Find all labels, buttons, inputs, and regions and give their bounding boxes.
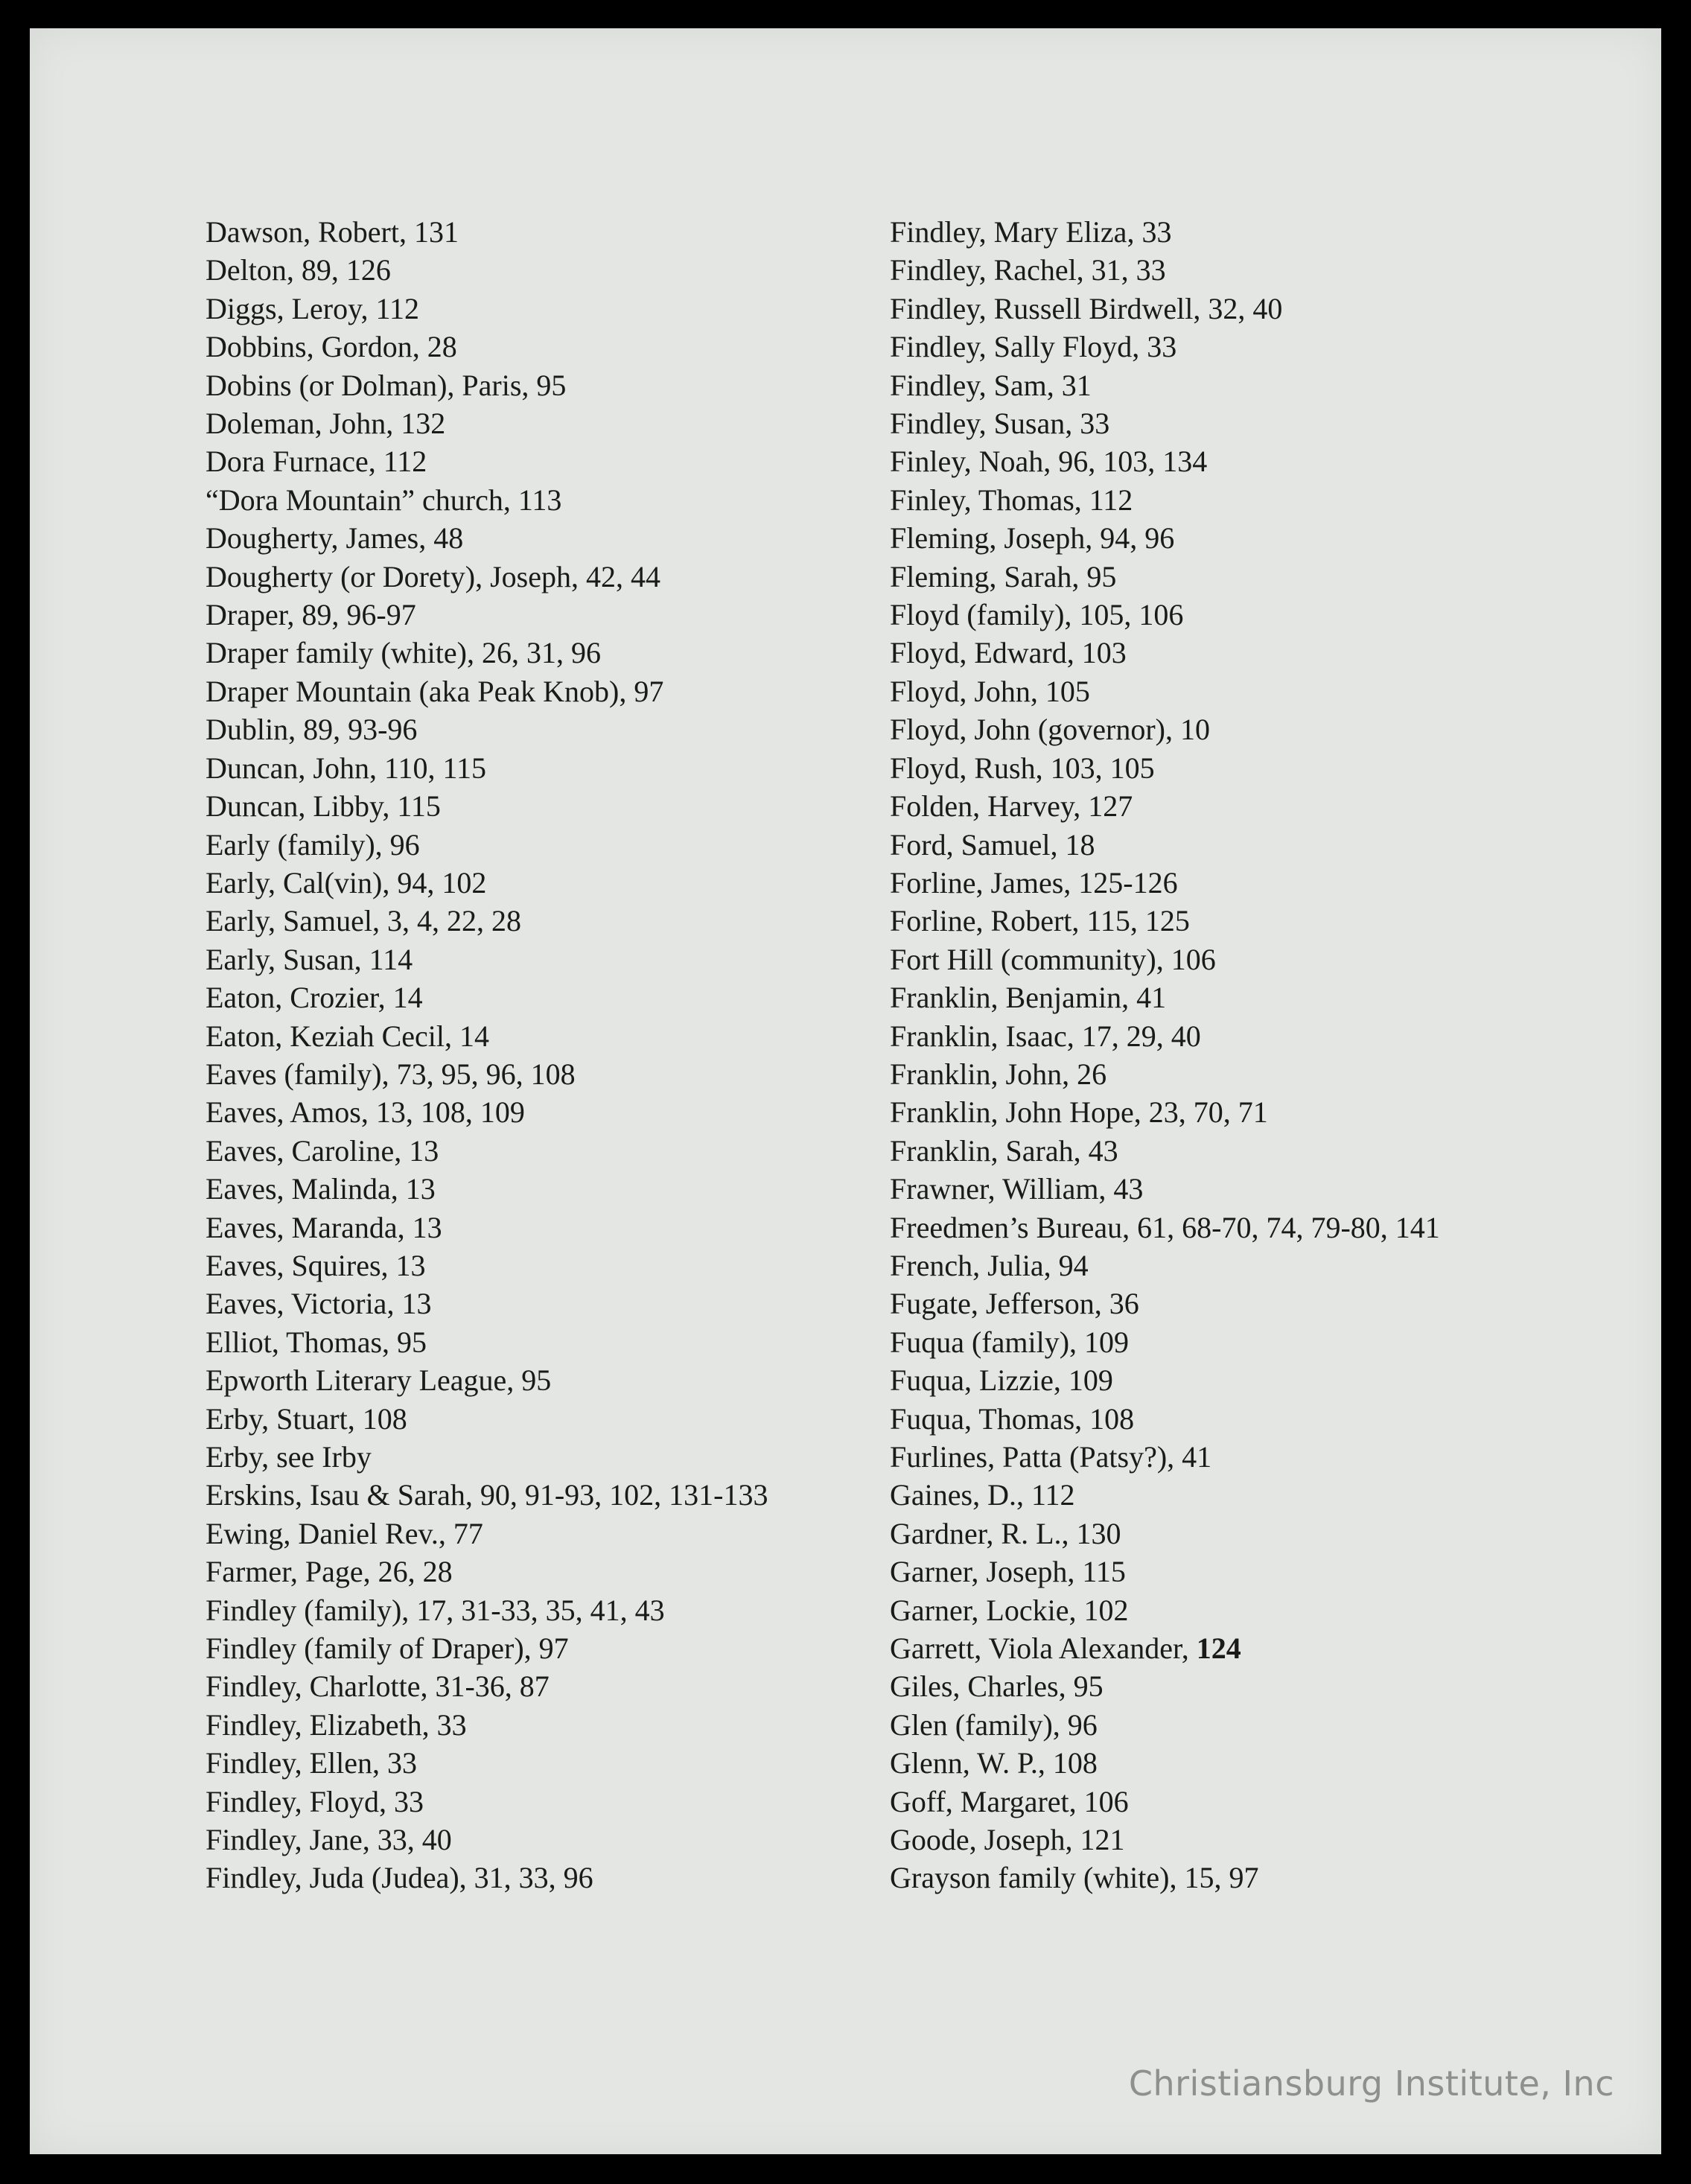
- index-entry-text: Finley, Thomas, 112: [890, 483, 1133, 517]
- index-entry-text: Dobbins, Gordon, 28: [206, 330, 457, 364]
- index-entry: [206, 558, 846, 596]
- index-entry: [890, 787, 1560, 825]
- index-entry: [890, 710, 1560, 748]
- index-entry: [206, 1132, 846, 1170]
- index-entry: [206, 1821, 846, 1859]
- index-entry-text: Findley, Russell Birdwell, 32, 40: [890, 291, 1283, 325]
- index-entry: [890, 1361, 1560, 1399]
- index-entry: [890, 1667, 1560, 1705]
- index-entry: [206, 826, 846, 864]
- index-entry: [890, 1744, 1560, 1782]
- index-entry-text: Floyd, John (governor), 10: [890, 713, 1210, 747]
- index-entry-text: Duncan, Libby, 115: [206, 789, 441, 824]
- index-entry-text: Farmer, Page, 26, 28: [206, 1555, 453, 1589]
- index-entry: [890, 940, 1560, 978]
- index-entry-text: Garrett, Viola Alexander,: [890, 1631, 1197, 1666]
- index-entry: [206, 1093, 846, 1131]
- index-entry-text: Fuqua (family), 109: [890, 1325, 1130, 1359]
- index-entry: [206, 404, 846, 442]
- index-entry-text: Delton, 89, 126: [206, 253, 391, 287]
- index-entry-text: Findley, Floyd, 33: [206, 1784, 424, 1818]
- index-entry-text: Epworth Literary League, 95: [206, 1363, 552, 1398]
- index-entry-text: Early (family), 96: [206, 827, 420, 862]
- index-entry-text: Dobins (or Dolman), Paris, 95: [206, 368, 567, 402]
- index-entry: [206, 1783, 846, 1821]
- index-entry-text: Forline, Robert, 115, 125: [890, 904, 1190, 938]
- index-entry: [206, 1284, 846, 1322]
- index-entry: [206, 672, 846, 710]
- index-entry: [890, 1591, 1560, 1629]
- index-entry: [206, 366, 846, 404]
- index-entry-text: Findley (family of Draper), 97: [206, 1631, 569, 1666]
- index-entry: [206, 251, 846, 289]
- index-column-right: [890, 213, 1560, 1897]
- index-entry: [890, 634, 1560, 672]
- index-entry: [206, 1247, 846, 1284]
- index-entry-text: Dublin, 89, 93-96: [206, 713, 418, 747]
- index-entry: [206, 1055, 846, 1093]
- index-entry-text: Eaton, Crozier, 14: [206, 981, 423, 1015]
- index-entry-text: Dawson, Robert, 131: [206, 215, 459, 249]
- index-entry-text: Findley, Sam, 31: [890, 368, 1092, 402]
- index-entry-text: Findley, Mary Eliza, 33: [890, 215, 1172, 249]
- index-entry-text: Findley, Susan, 33: [890, 407, 1110, 441]
- index-entry-text: Gaines, D., 112: [890, 1478, 1075, 1512]
- index-entry-text: Floyd, Edward, 103: [890, 636, 1127, 670]
- index-entry-text: French, Julia, 94: [890, 1248, 1089, 1282]
- index-entry: [890, 1093, 1560, 1131]
- index-entry: [206, 1515, 846, 1553]
- index-entry: [890, 1284, 1560, 1322]
- index-entry-text: Giles, Charles, 95: [890, 1669, 1104, 1704]
- index-entry: [890, 404, 1560, 442]
- index-entry-text: Findley, Ellen, 33: [206, 1746, 418, 1780]
- index-entry-text: Findley, Sally Floyd, 33: [890, 330, 1177, 364]
- index-entry-text: Draper, 89, 96-97: [206, 598, 416, 632]
- index-entry: [206, 1629, 846, 1667]
- index-entry: [890, 1553, 1560, 1591]
- index-entry-text: Eaves, Caroline, 13: [206, 1133, 439, 1168]
- index-entry: [206, 1017, 846, 1055]
- index-entry-text: Glenn, W. P., 108: [890, 1746, 1098, 1780]
- index-entry-text: Grayson family (white), 15, 97: [890, 1861, 1259, 1895]
- index-entry: [890, 213, 1560, 251]
- index-entry-text: Ford, Samuel, 18: [890, 827, 1095, 862]
- index-entry: [890, 1055, 1560, 1093]
- index-entry-text: Erskins, Isau & Sarah, 90, 91-93, 102, 131-133: [206, 1478, 768, 1512]
- index-entry: [206, 1400, 846, 1438]
- index-entry-text: Draper family (white), 26, 31, 96: [206, 636, 601, 670]
- index-entry: [890, 251, 1560, 289]
- index-entry: [206, 902, 846, 940]
- index-entry: [890, 749, 1560, 787]
- index-entry-text: Findley, Elizabeth, 33: [206, 1707, 467, 1742]
- index-entry: [206, 634, 846, 672]
- index-entry-text: Floyd (family), 105, 106: [890, 598, 1184, 632]
- index-entry: [890, 672, 1560, 710]
- index-page: [30, 28, 1661, 2154]
- index-entry: [890, 366, 1560, 404]
- index-entry: [890, 1629, 1560, 1667]
- index-entry: [890, 1476, 1560, 1514]
- index-entry: [206, 1438, 846, 1476]
- index-entry-text: Eaves, Malinda, 13: [206, 1172, 436, 1206]
- index-entry: [890, 1323, 1560, 1361]
- index-entry-text: Franklin, John Hope, 23, 70, 71: [890, 1095, 1268, 1130]
- index-entry-text: Glen (family), 96: [890, 1707, 1098, 1742]
- index-entry-text: Folden, Harvey, 127: [890, 789, 1133, 824]
- index-entry: [206, 1209, 846, 1247]
- index-entry-text: Early, Samuel, 3, 4, 22, 28: [206, 904, 522, 938]
- index-entry: [206, 213, 846, 251]
- index-entry-text: Forline, James, 125-126: [890, 865, 1178, 900]
- index-entry: [206, 787, 846, 825]
- index-entry-text: Diggs, Leroy, 112: [206, 291, 419, 325]
- index-entry: [206, 1323, 846, 1361]
- index-entry: [890, 1706, 1560, 1744]
- index-entry-text: Floyd, Rush, 103, 105: [890, 751, 1155, 785]
- index-entry-text: Eaton, Keziah Cecil, 14: [206, 1019, 489, 1053]
- index-entry-text: Eaves, Maranda, 13: [206, 1210, 442, 1244]
- index-entry: [206, 978, 846, 1016]
- index-entry-text: Franklin, Benjamin, 41: [890, 981, 1167, 1015]
- index-entry: [890, 902, 1560, 940]
- index-entry-text: Eaves, Squires, 13: [206, 1248, 426, 1282]
- index-entry-text: Draper Mountain (aka Peak Knob), 97: [206, 674, 664, 708]
- index-entry-text: Dora Furnace, 112: [206, 445, 427, 479]
- index-entry-text: Eaves (family), 73, 95, 96, 108: [206, 1057, 576, 1091]
- index-entry-text: Duncan, John, 110, 115: [206, 751, 486, 785]
- index-entry: [206, 442, 846, 480]
- index-entry: [890, 1821, 1560, 1859]
- index-entry: [890, 864, 1560, 902]
- index-entry: [206, 1744, 846, 1782]
- index-entry: [206, 1667, 846, 1705]
- index-entry-text: Franklin, Isaac, 17, 29, 40: [890, 1019, 1201, 1053]
- index-entry: [206, 481, 846, 519]
- index-entry-text: Doleman, John, 132: [206, 407, 446, 441]
- index-entry: [890, 1400, 1560, 1438]
- index-entry: [890, 826, 1560, 864]
- index-entry-text: Furlines, Patta (Patsy?), 41: [890, 1440, 1212, 1474]
- index-entry: [206, 1553, 846, 1591]
- index-entry: [890, 1132, 1560, 1170]
- index-entry-text: Dougherty, James, 48: [206, 521, 464, 555]
- index-entry: [206, 1706, 846, 1744]
- index-entry-text: Garner, Lockie, 102: [890, 1593, 1129, 1627]
- index-entry: [206, 328, 846, 366]
- index-entry: [890, 1170, 1560, 1208]
- index-entry-text: Early, Susan, 114: [206, 942, 413, 976]
- index-entry: [206, 1859, 846, 1897]
- index-entry: [890, 1515, 1560, 1553]
- index-entry-text: Garner, Joseph, 115: [890, 1555, 1126, 1589]
- index-entry: [890, 1209, 1560, 1247]
- watermark-text: Christiansburg Institute, Inc: [1128, 2063, 1614, 2104]
- index-entry-text: Fleming, Joseph, 94, 96: [890, 521, 1175, 555]
- index-entry: [890, 519, 1560, 557]
- index-entry-text: Goode, Joseph, 121: [890, 1823, 1125, 1857]
- index-entry: [890, 442, 1560, 480]
- index-entry-text: Findley, Jane, 33, 40: [206, 1823, 452, 1857]
- index-entry: [206, 1361, 846, 1399]
- index-entry-text: “Dora Mountain” church, 113: [206, 483, 562, 517]
- index-entry-text: Franklin, Sarah, 43: [890, 1133, 1118, 1168]
- index-entry: [890, 481, 1560, 519]
- index-entry-text: Ewing, Daniel Rev., 77: [206, 1516, 483, 1550]
- index-entry: [890, 596, 1560, 634]
- index-entry-text: Frawner, William, 43: [890, 1172, 1144, 1206]
- index-entry: [890, 1859, 1560, 1897]
- index-entry: [206, 710, 846, 748]
- index-entry-text: Floyd, John, 105: [890, 674, 1090, 708]
- index-entry: [890, 1438, 1560, 1476]
- index-entry-text: Erby, see Irby: [206, 1440, 372, 1474]
- index-entry: [206, 940, 846, 978]
- index-entry-text: Fort Hill (community), 106: [890, 942, 1216, 976]
- index-entry: [206, 519, 846, 557]
- index-entry-text: Erby, Stuart, 108: [206, 1401, 407, 1436]
- index-entry: [206, 1170, 846, 1208]
- index-entry-text: Finley, Noah, 96, 103, 134: [890, 445, 1208, 479]
- index-entry: [890, 1783, 1560, 1821]
- index-entry-bold-page: 124: [1196, 1631, 1241, 1666]
- index-entry: [890, 290, 1560, 328]
- index-entry-text: Fugate, Jefferson, 36: [890, 1287, 1139, 1321]
- index-entry-text: Fleming, Sarah, 95: [890, 559, 1117, 593]
- index-entry-text: Freedmen’s Bureau, 61, 68-70, 74, 79-80, 141: [890, 1210, 1440, 1244]
- index-entry-text: Findley, Rachel, 31, 33: [890, 253, 1166, 287]
- index-entry-text: Findley, Charlotte, 31-36, 87: [206, 1669, 550, 1704]
- index-entry: [890, 328, 1560, 366]
- index-entry: [206, 1591, 846, 1629]
- index-entry-text: Fuqua, Lizzie, 109: [890, 1363, 1113, 1398]
- index-entry: [206, 864, 846, 902]
- index-entry-text: Franklin, John, 26: [890, 1057, 1107, 1091]
- index-entry: [206, 596, 846, 634]
- index-entry-text: Eaves, Amos, 13, 108, 109: [206, 1095, 525, 1130]
- index-entry: [206, 1476, 846, 1514]
- index-column-left: [206, 213, 846, 1897]
- index-entry-text: Eaves, Victoria, 13: [206, 1287, 432, 1321]
- index-entry: [890, 1017, 1560, 1055]
- index-entry-text: Goff, Margaret, 106: [890, 1784, 1129, 1818]
- index-entry-text: Gardner, R. L., 130: [890, 1516, 1121, 1550]
- index-entry: [890, 558, 1560, 596]
- index-entry: [206, 749, 846, 787]
- index-entry-text: Dougherty (or Dorety), Joseph, 42, 44: [206, 559, 660, 593]
- index-entry-text: Findley (family), 17, 31-33, 35, 41, 43: [206, 1593, 665, 1627]
- index-entry: [206, 290, 846, 328]
- index-entry: [890, 1247, 1560, 1284]
- index-entry: [890, 978, 1560, 1016]
- index-entry-text: Elliot, Thomas, 95: [206, 1325, 427, 1359]
- index-entry-text: Fuqua, Thomas, 108: [890, 1401, 1135, 1436]
- index-entry-text: Findley, Juda (Judea), 31, 33, 96: [206, 1861, 593, 1895]
- index-entry-text: Early, Cal(vin), 94, 102: [206, 865, 487, 900]
